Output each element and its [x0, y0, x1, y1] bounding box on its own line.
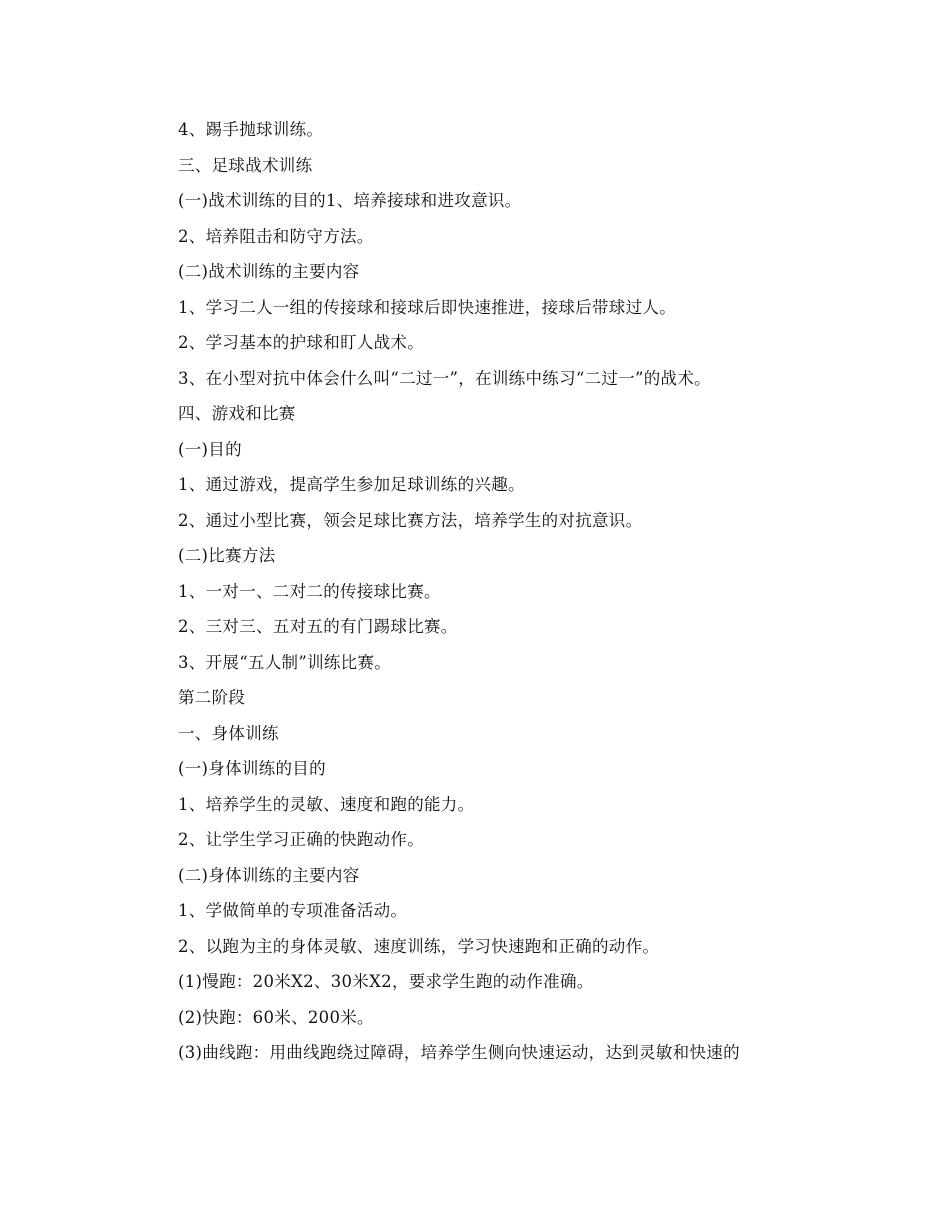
subsection-heading: (二)比赛方法 — [178, 546, 276, 565]
text-line: 2、三对三、五对五的有门踢球比赛。 — [178, 617, 458, 636]
document-body — [178, 112, 898, 1071]
text-line: (一)战术训练的目的1、培养接球和进攻意识。 — [178, 191, 522, 210]
text-line: 1、培养学生的灵敏、速度和跑的能力。 — [178, 794, 475, 814]
text-line: 2、培养阻击和防守方法。 — [178, 226, 374, 246]
text-line: 2、让学生学习正确的快跑动作。 — [178, 830, 424, 849]
subsection-heading: (一)目的 — [178, 439, 242, 459]
text-line: 1、一对一、二对二的传接球比赛。 — [178, 581, 441, 601]
text-line: 2、以跑为主的身体灵敏、速度训练，学习快速跑和正确的动作。 — [178, 936, 660, 956]
text-line: 2、学习基本的护球和盯人战术。 — [178, 333, 424, 352]
text-line: 4、踢手抛球训练。 — [178, 120, 324, 139]
section-heading: 三、足球战术训练 — [178, 155, 313, 175]
text-line: 1、通过游戏，提高学生参加足球训练的兴趣。 — [178, 475, 525, 494]
stage-heading: 第二阶段 — [178, 688, 246, 707]
text-line: 3、开展“五人制”训练比赛。 — [178, 652, 392, 672]
section-heading: 四、游戏和比赛 — [178, 404, 296, 423]
text-line: (1)慢跑：20米X2、30米X2，要求学生跑的动作准确。 — [178, 972, 594, 991]
text-line: (2)快跑：60米、200米。 — [178, 1007, 374, 1027]
text-line: 2、通过小型比赛，领会足球比赛方法，培养学生的对抗意识。 — [178, 510, 643, 530]
subsection-heading: (二)战术训练的主要内容 — [178, 262, 360, 281]
subsection-heading: (二)身体训练的主要内容 — [178, 865, 360, 885]
text-line: 1、学习二人一组的传接球和接球后即快速推进，接球后带球过人。 — [178, 297, 676, 317]
section-heading: 一、身体训练 — [178, 723, 279, 743]
text-line: (3)曲线跑：用曲线跑绕过障碍，培养学生侧向快速运动，达到灵敏和快速的 — [178, 1043, 740, 1062]
subsection-heading: (一)身体训练的目的 — [178, 759, 326, 778]
text-line: 1、学做简单的专项准备活动。 — [178, 901, 408, 920]
text-line: 3、在小型对抗中体会什么叫“二过一”，在训练中练习“二过一”的战术。 — [178, 368, 711, 388]
